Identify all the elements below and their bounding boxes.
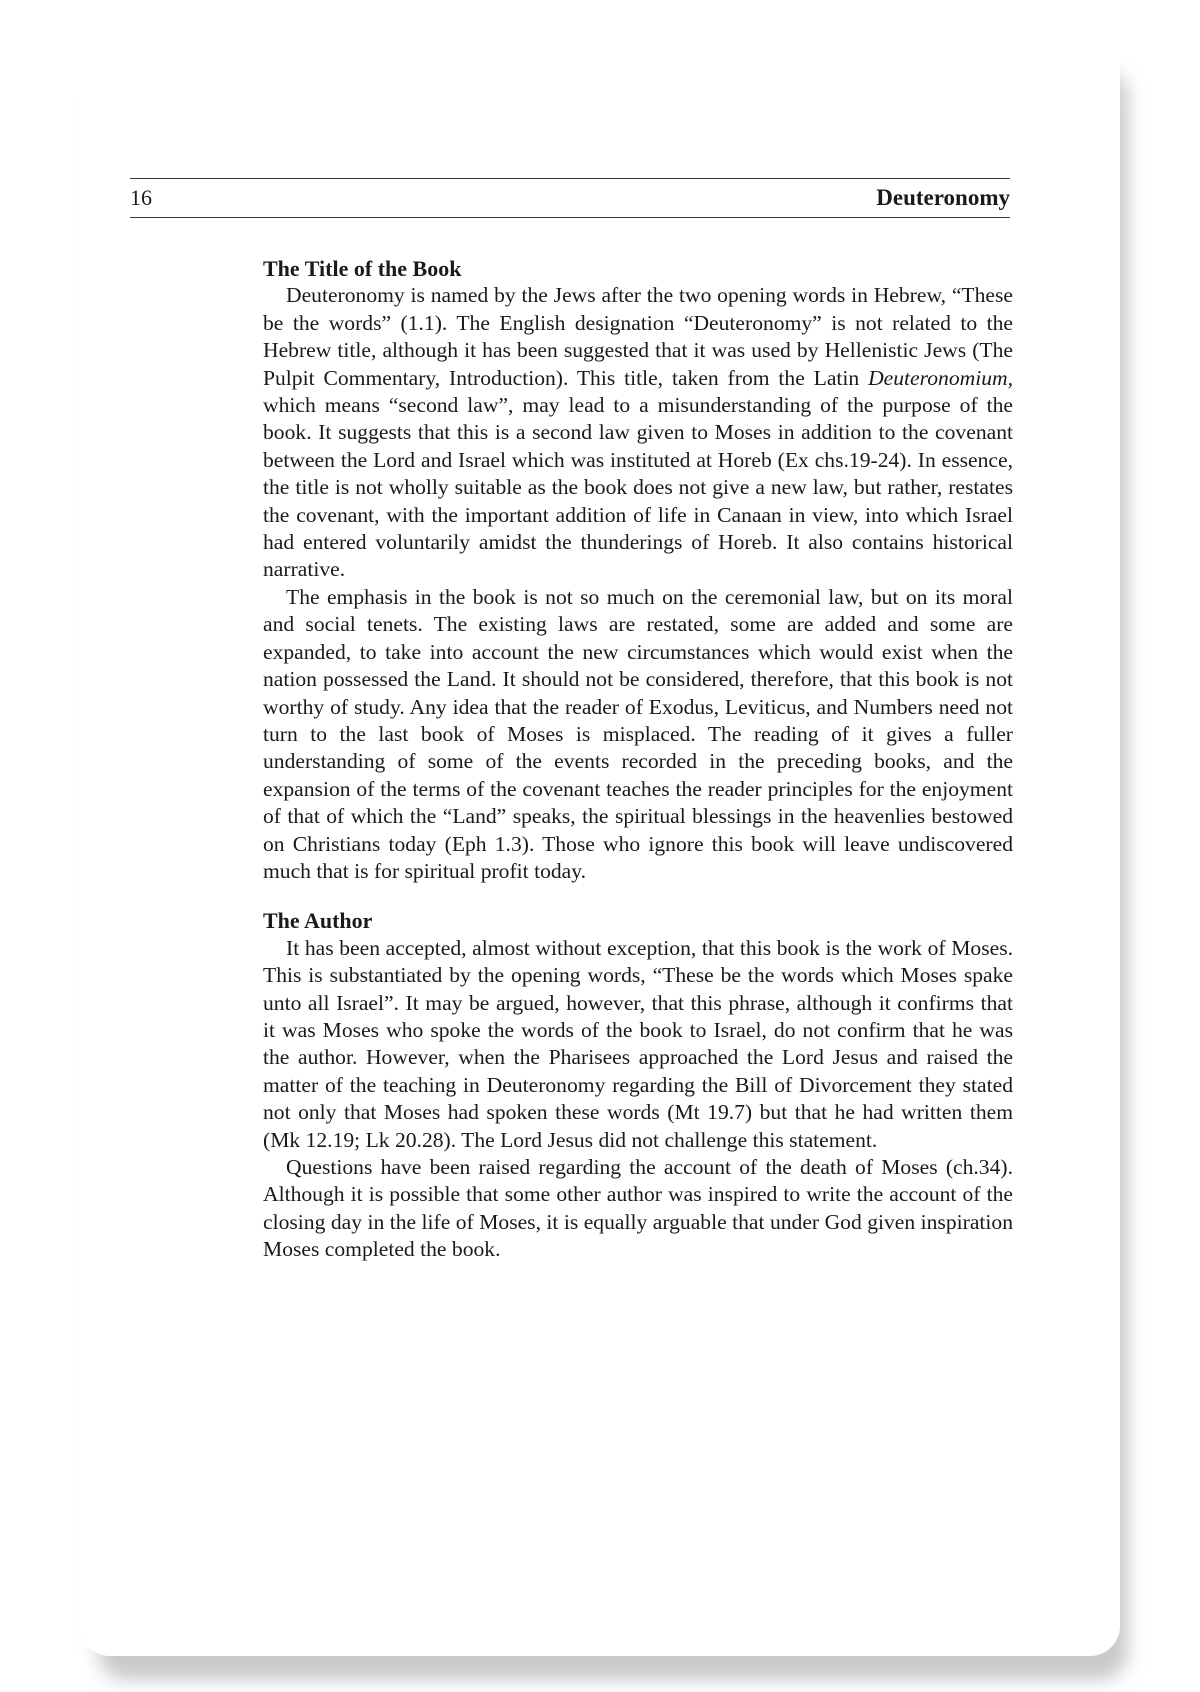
section-heading: The Author <box>263 908 373 934</box>
page-content <box>263 255 1013 1264</box>
paragraph: The emphasis in the book is not so much on the ceremonial law, but on its moral and social tenets. The existing laws are restated, some are added and some are expanded, to take into account the new circumstances which would exist when the nation possessed the Land. It should not be considered, therefore, that this book is not worthy of study. Any idea that the reader of Exodus, Leviticus, and Numbers need not turn to the last book of Moses is misplaced. The reading of it gives a fuller understanding of some of the events recorded in the preceding books, and the expansion of the terms of the covenant teaches the reader principles for the enjoyment of that of which the “Land” speaks, the spiritual blessings in the heavenlies bestowed on Christians today (Eph 1.3). Those who ignore this book will leave undiscovered much that is for spiritual profit today. <box>263 584 1013 883</box>
paragraph-text: Deuteronomy is named by the Jews after the two opening words in Hebrew, “These be the words” (1.1). The English designation “Deuteronomy” is not related to the Hebrew title, although it has been suggested that it was used by Hellenistic Jews (The Pulpit Commentary, Introduction). This title, taken from the Latin <box>263 283 1013 390</box>
paragraph: It has been accepted, almost without exception, that this book is the work of Moses. This is substantiated by the opening words, “These be the words which Moses spake unto all Israel”. It may be argued, however, that this phrase, although it confirms that it was Moses who spoke the words of the book to Israel, do not confirm that he was the author. However, when the Pharisees approached the Lord Jesus and raised the matter of the teaching in Deuteronomy regarding the Bill of Divorcement they stated not only that Moses had spoken these words (Mt 19.7) but that he had written them (Mk 12.19; Lk 20.28). The Lord Jesus did not challenge this statement. <box>263 935 1013 1152</box>
running-header <box>130 178 1010 218</box>
book-page <box>80 40 1120 1656</box>
page-number: 16 <box>130 185 152 210</box>
running-title: Deuteronomy <box>876 185 1010 210</box>
section-title-of-book <box>263 255 1013 885</box>
section-author <box>263 907 1013 1263</box>
paragraph <box>263 282 1013 583</box>
italic-term: Deuteronomium, <box>868 365 1013 390</box>
paragraph: Questions have been raised regarding the account of the death of Moses (ch.34). Although it is possible that some other author was inspired to write the account of the closing day in the life of Moses, it is equally arguable that under God given inspiration Moses completed the book. <box>263 1155 1013 1262</box>
section-heading: The Title of the Book <box>263 256 462 281</box>
section-gap <box>263 885 1013 907</box>
paragraph-text: which means “second law”, may lead to a misunderstanding of the purpose of the book. It suggests that this is a second law given to Moses in addition to the covenant between the Lord and Israel which was instituted at Horeb (Ex chs.19-24). In essence, the title is not wholly suitable as the book does not give a new law, but rather, restates the covenant, with the important addition of life in Canaan in view, into which Israel had entered voluntarily amidst the thunderings of Horeb. It also contains historical narrative. <box>263 393 1013 582</box>
